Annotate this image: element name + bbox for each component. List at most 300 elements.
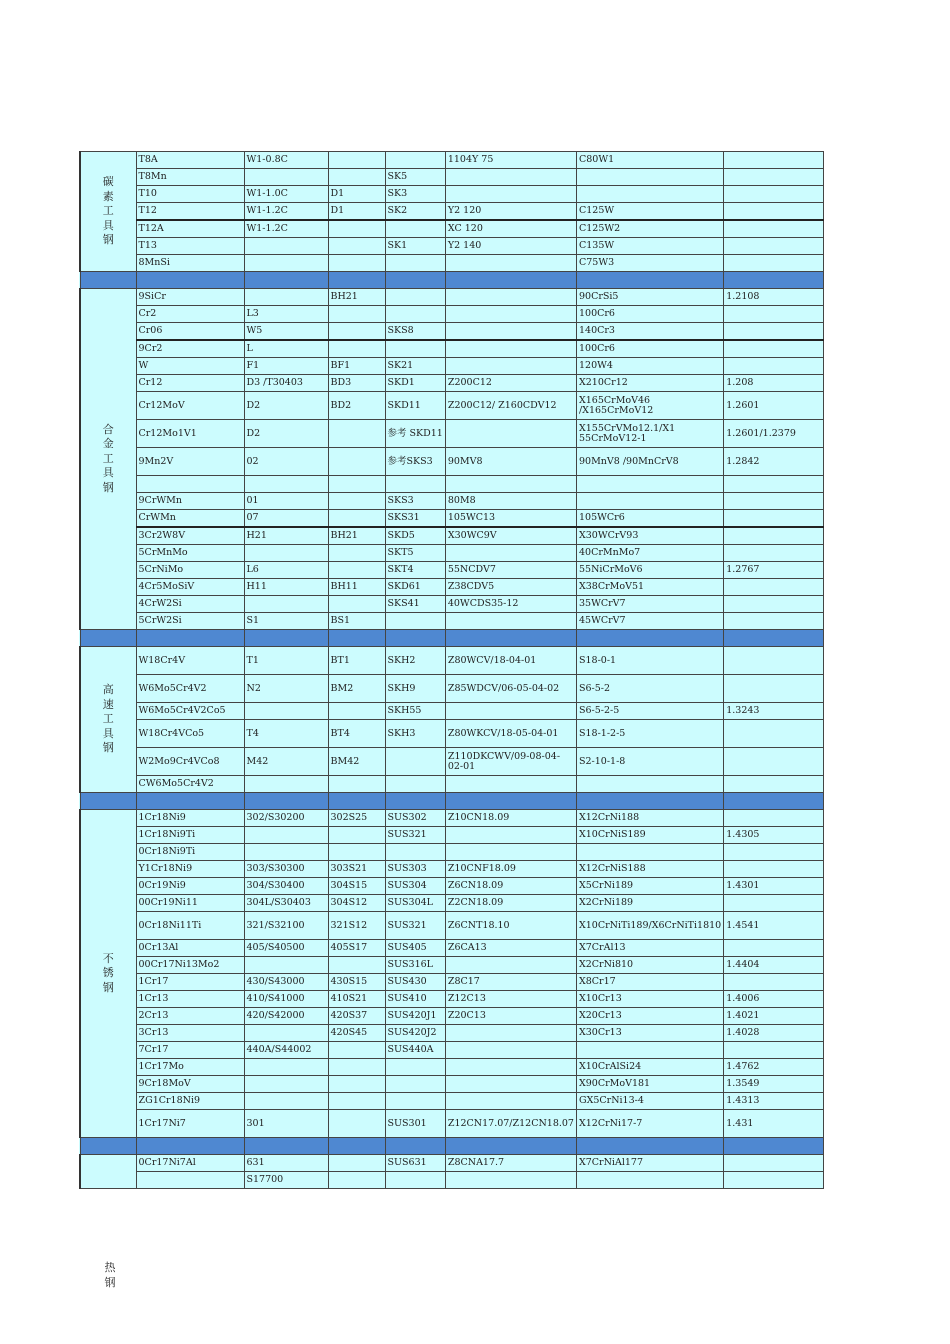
jp-grade-cell: SKD5 (385, 527, 445, 545)
jp-grade-cell: SUS420J2 (385, 1025, 445, 1042)
de-grade-cell: X2CrNi189 (576, 895, 723, 912)
jp-grade-cell: SUS303 (385, 861, 445, 878)
us-grade-cell: 420/S42000 (244, 1008, 328, 1025)
de-number-cell: 1.2842 (724, 448, 824, 476)
cn-grade-cell: 9Cr2 (136, 340, 244, 358)
us-grade-cell: 02 (244, 448, 328, 476)
de-grade-cell (576, 493, 723, 510)
table-row (80, 1059, 824, 1076)
de-grade-cell: X210Cr12 (576, 375, 723, 392)
jp-grade-cell: SKS3 (385, 493, 445, 510)
us-grade-cell: 631 (244, 1155, 328, 1172)
uk-grade-cell (328, 827, 385, 844)
fr-grade-cell (445, 844, 576, 861)
cn-grade-cell: W18Cr4V (136, 647, 244, 675)
fr-grade-cell: Z80WCV/18-04-01 (445, 647, 576, 675)
jp-grade-cell: SKT4 (385, 562, 445, 579)
uk-grade-cell: BT4 (328, 720, 385, 748)
us-grade-cell: 07 (244, 510, 328, 528)
us-grade-cell: 321/S32100 (244, 912, 328, 940)
table-row (80, 340, 824, 358)
fr-grade-cell (445, 1059, 576, 1076)
uk-grade-cell (328, 340, 385, 358)
separator-cell (80, 793, 136, 810)
jp-grade-cell (385, 776, 445, 793)
fr-grade-cell: 1104Y 75 (445, 152, 576, 169)
de-grade-cell: X7CrAl13 (576, 940, 723, 957)
table-row (80, 748, 824, 776)
separator-cell (136, 630, 244, 647)
de-number-cell (724, 1042, 824, 1059)
us-grade-cell: S17700 (244, 1172, 328, 1189)
separator-cell (328, 272, 385, 289)
fr-grade-cell (445, 169, 576, 186)
separator-cell (445, 1138, 576, 1155)
jp-grade-cell: SKH9 (385, 675, 445, 703)
jp-grade-cell: SKS8 (385, 323, 445, 341)
de-number-cell (724, 613, 824, 630)
de-grade-cell (576, 186, 723, 203)
fr-grade-cell: Z10CNF18.09 (445, 861, 576, 878)
cn-grade-cell: 9CrWMn (136, 493, 244, 510)
us-grade-cell (244, 1059, 328, 1076)
fr-grade-cell: Z200C12/ Z160CDV12 (445, 392, 576, 420)
us-grade-cell (244, 844, 328, 861)
fr-grade-cell (445, 340, 576, 358)
cn-grade-cell: Cr12MoV (136, 392, 244, 420)
de-grade-cell (576, 1172, 723, 1189)
table-row (80, 493, 824, 510)
fr-grade-cell (445, 545, 576, 562)
us-grade-cell: 440A/S44002 (244, 1042, 328, 1059)
table-row (80, 895, 824, 912)
de-number-cell (724, 358, 824, 375)
de-number-cell (724, 844, 824, 861)
uk-grade-cell (328, 238, 385, 255)
de-number-cell (724, 476, 824, 493)
jp-grade-cell (385, 1059, 445, 1076)
cn-grade-cell: 7Cr17 (136, 1042, 244, 1059)
us-grade-cell: 301 (244, 1110, 328, 1138)
separator-cell (724, 793, 824, 810)
de-grade-cell: GX5CrNi13-4 (576, 1093, 723, 1110)
uk-grade-cell (328, 1093, 385, 1110)
cn-grade-cell: 00Cr19Ni11 (136, 895, 244, 912)
steel-grade-comparison-table (79, 151, 824, 1189)
table-row (80, 358, 824, 375)
table-row (80, 448, 824, 476)
de-number-cell: 1.4404 (724, 957, 824, 974)
uk-grade-cell (328, 255, 385, 272)
de-number-cell (724, 238, 824, 255)
cn-grade-cell: W6Mo5Cr4V2 (136, 675, 244, 703)
de-number-cell (724, 748, 824, 776)
us-grade-cell (244, 957, 328, 974)
cn-grade-cell: 0Cr19Ni9 (136, 878, 244, 895)
us-grade-cell: W1-1.0C (244, 186, 328, 203)
us-grade-cell (244, 703, 328, 720)
table-row (80, 579, 824, 596)
us-grade-cell: L (244, 340, 328, 358)
fr-grade-cell (445, 186, 576, 203)
de-grade-cell: X38CrMoV51 (576, 579, 723, 596)
separator-cell (80, 272, 136, 289)
us-grade-cell: 01 (244, 493, 328, 510)
table-row (80, 878, 824, 895)
uk-grade-cell (328, 844, 385, 861)
table-row (80, 1155, 824, 1172)
uk-grade-cell: BH11 (328, 579, 385, 596)
table-row (80, 844, 824, 861)
jp-grade-cell: SKH2 (385, 647, 445, 675)
fr-grade-cell (445, 476, 576, 493)
cn-grade-cell: T8A (136, 152, 244, 169)
fr-grade-cell: Z110DKCWV/09-08-04-02-01 (445, 748, 576, 776)
uk-grade-cell: BH21 (328, 527, 385, 545)
de-grade-cell: S6-5-2 (576, 675, 723, 703)
table-row (80, 720, 824, 748)
table-row (80, 912, 824, 940)
de-grade-cell: X12CrNi17-7 (576, 1110, 723, 1138)
table-row (80, 861, 824, 878)
table-row (80, 940, 824, 957)
uk-grade-cell: 304S15 (328, 878, 385, 895)
de-number-cell (724, 203, 824, 221)
uk-grade-cell (328, 545, 385, 562)
jp-grade-cell (385, 1076, 445, 1093)
us-grade-cell: H21 (244, 527, 328, 545)
cn-grade-cell: 3Cr13 (136, 1025, 244, 1042)
fr-grade-cell: Z85WDCV/06-05-04-02 (445, 675, 576, 703)
fr-grade-cell: XC 120 (445, 220, 576, 238)
uk-grade-cell (328, 448, 385, 476)
uk-grade-cell (328, 596, 385, 613)
cn-grade-cell: Y1Cr18Ni9 (136, 861, 244, 878)
separator-cell (244, 630, 328, 647)
cn-grade-cell: T12 (136, 203, 244, 221)
cn-grade-cell: T13 (136, 238, 244, 255)
category-label: 不 锈 钢 (80, 810, 136, 1138)
fr-grade-cell: Z6CNT18.10 (445, 912, 576, 940)
table-row (80, 1110, 824, 1138)
de-number-cell (724, 220, 824, 238)
fr-grade-cell: Y2 120 (445, 203, 576, 221)
uk-grade-cell (328, 703, 385, 720)
de-grade-cell: X10CrAlSi24 (576, 1059, 723, 1076)
de-grade-cell: S2-10-1-8 (576, 748, 723, 776)
cn-grade-cell: W18Cr4VCo5 (136, 720, 244, 748)
us-grade-cell: N2 (244, 675, 328, 703)
cn-grade-cell: Cr06 (136, 323, 244, 341)
table-row (80, 827, 824, 844)
cn-grade-cell: W (136, 358, 244, 375)
table-row (80, 306, 824, 323)
de-number-cell (724, 545, 824, 562)
table-row (80, 476, 824, 493)
separator-cell (576, 1138, 723, 1155)
uk-grade-cell (328, 776, 385, 793)
fr-grade-cell: 80M8 (445, 493, 576, 510)
de-number-cell: 1.4541 (724, 912, 824, 940)
separator-cell (328, 1138, 385, 1155)
de-grade-cell: X90CrMoV181 (576, 1076, 723, 1093)
us-grade-cell (244, 289, 328, 306)
separator-cell (136, 793, 244, 810)
table-row (80, 1008, 824, 1025)
fr-grade-cell (445, 420, 576, 448)
table-row (80, 810, 824, 827)
separator-cell (445, 630, 576, 647)
de-grade-cell: C135W (576, 238, 723, 255)
jp-grade-cell (385, 220, 445, 238)
table-row (80, 647, 824, 675)
de-number-cell: 1.4028 (724, 1025, 824, 1042)
jp-grade-cell: SKH3 (385, 720, 445, 748)
separator-cell (576, 630, 723, 647)
de-grade-cell: X30WCrV93 (576, 527, 723, 545)
cn-grade-cell: 1Cr18Ni9 (136, 810, 244, 827)
de-grade-cell: 120W4 (576, 358, 723, 375)
section-separator (80, 1138, 824, 1155)
de-grade-cell: C75W3 (576, 255, 723, 272)
us-grade-cell (244, 545, 328, 562)
separator-cell (80, 1138, 136, 1155)
uk-grade-cell (328, 957, 385, 974)
table-row (80, 703, 824, 720)
fr-grade-cell: 90MV8 (445, 448, 576, 476)
de-number-cell (724, 940, 824, 957)
us-grade-cell: 303/S30300 (244, 861, 328, 878)
table-row (80, 510, 824, 528)
uk-grade-cell: BS1 (328, 613, 385, 630)
jp-grade-cell (385, 152, 445, 169)
us-grade-cell: L3 (244, 306, 328, 323)
us-grade-cell (244, 1076, 328, 1093)
cn-grade-cell: 1Cr17Mo (136, 1059, 244, 1076)
cn-grade-cell: CrWMn (136, 510, 244, 528)
cn-grade-cell: CW6Mo5Cr4V2 (136, 776, 244, 793)
table-row (80, 776, 824, 793)
separator-cell (244, 272, 328, 289)
us-grade-cell: 302/S30200 (244, 810, 328, 827)
de-grade-cell: X12CrNiS188 (576, 861, 723, 878)
uk-grade-cell (328, 220, 385, 238)
de-number-cell (724, 152, 824, 169)
de-number-cell (724, 169, 824, 186)
jp-grade-cell: SUS302 (385, 810, 445, 827)
jp-grade-cell (385, 1172, 445, 1189)
cn-grade-cell: 5CrW2Si (136, 613, 244, 630)
fr-grade-cell: Z20C13 (445, 1008, 576, 1025)
jp-grade-cell: SKT5 (385, 545, 445, 562)
separator-cell (136, 272, 244, 289)
uk-grade-cell: 303S21 (328, 861, 385, 878)
us-grade-cell (244, 1025, 328, 1042)
fr-grade-cell (445, 776, 576, 793)
uk-grade-cell (328, 562, 385, 579)
us-grade-cell: T1 (244, 647, 328, 675)
uk-grade-cell: 302S25 (328, 810, 385, 827)
de-number-cell (724, 810, 824, 827)
uk-grade-cell: BD2 (328, 392, 385, 420)
separator-cell (328, 630, 385, 647)
separator-cell (385, 793, 445, 810)
de-number-cell (724, 306, 824, 323)
jp-grade-cell: SUS316L (385, 957, 445, 974)
uk-grade-cell (328, 420, 385, 448)
us-grade-cell: W1-0.8C (244, 152, 328, 169)
de-grade-cell: X155CrVMo12.1/X1 55CrMoV12-1 (576, 420, 723, 448)
de-number-cell: 1.4762 (724, 1059, 824, 1076)
cn-grade-cell: 0Cr17Ni7Al (136, 1155, 244, 1172)
jp-grade-cell (385, 255, 445, 272)
uk-grade-cell (328, 510, 385, 528)
de-grade-cell (576, 1042, 723, 1059)
fr-grade-cell (445, 1076, 576, 1093)
separator-cell (445, 793, 576, 810)
us-grade-cell (244, 776, 328, 793)
jp-grade-cell: SKD61 (385, 579, 445, 596)
separator-cell (385, 1138, 445, 1155)
jp-grade-cell: 参考 SKD11 (385, 420, 445, 448)
table-row (80, 1076, 824, 1093)
uk-grade-cell: 420S45 (328, 1025, 385, 1042)
uk-grade-cell (328, 476, 385, 493)
uk-grade-cell (328, 1110, 385, 1138)
jp-grade-cell (385, 289, 445, 306)
uk-grade-cell (328, 1059, 385, 1076)
separator-cell (724, 1138, 824, 1155)
us-grade-cell: 410/S41000 (244, 991, 328, 1008)
cn-grade-cell: 5CrNiMo (136, 562, 244, 579)
de-number-cell (724, 255, 824, 272)
category-label (80, 1155, 136, 1189)
jp-grade-cell (385, 844, 445, 861)
table-row (80, 238, 824, 255)
de-grade-cell: X10CrNiTi189/X6CrNiTi1810 (576, 912, 723, 940)
table-row (80, 562, 824, 579)
cn-grade-cell: 4CrW2Si (136, 596, 244, 613)
uk-grade-cell (328, 323, 385, 341)
uk-grade-cell (328, 152, 385, 169)
cn-grade-cell (136, 1172, 244, 1189)
de-grade-cell: X5CrNi189 (576, 878, 723, 895)
fr-grade-cell: Z8CNA17.7 (445, 1155, 576, 1172)
separator-cell (244, 1138, 328, 1155)
table-row (80, 375, 824, 392)
de-grade-cell: 40CrMnMo7 (576, 545, 723, 562)
table-row (80, 974, 824, 991)
us-grade-cell (244, 1093, 328, 1110)
table-row (80, 255, 824, 272)
cn-grade-cell: 2Cr13 (136, 1008, 244, 1025)
cn-grade-cell: Cr12Mo1V1 (136, 420, 244, 448)
uk-grade-cell: 321S12 (328, 912, 385, 940)
cn-grade-cell: 5CrMnMo (136, 545, 244, 562)
de-number-cell (724, 323, 824, 341)
us-grade-cell: M42 (244, 748, 328, 776)
table-row (80, 545, 824, 562)
uk-grade-cell: 430S15 (328, 974, 385, 991)
de-number-cell: 1.4301 (724, 878, 824, 895)
us-grade-cell: W1-1.2C (244, 220, 328, 238)
de-number-cell: 1.4006 (724, 991, 824, 1008)
us-grade-cell: D3 /T30403 (244, 375, 328, 392)
jp-grade-cell (385, 476, 445, 493)
jp-grade-cell: SKS41 (385, 596, 445, 613)
cn-grade-cell: W2Mo9Cr4VCo8 (136, 748, 244, 776)
de-number-cell: 1.4021 (724, 1008, 824, 1025)
jp-grade-cell: SK1 (385, 238, 445, 255)
cn-grade-cell: 1Cr18Ni9Ti (136, 827, 244, 844)
jp-grade-cell: SUS304 (385, 878, 445, 895)
fr-grade-cell (445, 1172, 576, 1189)
de-grade-cell: 140Cr3 (576, 323, 723, 341)
de-number-cell: 1.2601 (724, 392, 824, 420)
section-label-heat-steel: 热 钢 (104, 1261, 116, 1289)
cn-grade-cell: 1Cr17Ni7 (136, 1110, 244, 1138)
separator-cell (80, 630, 136, 647)
fr-grade-cell (445, 827, 576, 844)
cn-grade-cell: 9Cr18MoV (136, 1076, 244, 1093)
fr-grade-cell (445, 289, 576, 306)
de-grade-cell: 55NiCrMoV6 (576, 562, 723, 579)
us-grade-cell (244, 476, 328, 493)
category-label: 碳 素 工 具 钢 (80, 152, 136, 272)
us-grade-cell: W1-1.2C (244, 203, 328, 221)
jp-grade-cell: SUS321 (385, 912, 445, 940)
separator-cell (576, 793, 723, 810)
fr-grade-cell (445, 323, 576, 341)
table-row (80, 289, 824, 306)
uk-grade-cell (328, 1172, 385, 1189)
us-grade-cell: F1 (244, 358, 328, 375)
table-row (80, 323, 824, 341)
de-number-cell (724, 1155, 824, 1172)
de-grade-cell: S6-5-2-5 (576, 703, 723, 720)
uk-grade-cell (328, 1155, 385, 1172)
de-grade-cell: X8Cr17 (576, 974, 723, 991)
de-grade-cell (576, 776, 723, 793)
us-grade-cell: W5 (244, 323, 328, 341)
cn-grade-cell: 8MnSi (136, 255, 244, 272)
jp-grade-cell (385, 306, 445, 323)
fr-grade-cell: X30WC9V (445, 527, 576, 545)
jp-grade-cell: SUS301 (385, 1110, 445, 1138)
separator-cell (724, 272, 824, 289)
jp-grade-cell: SKD11 (385, 392, 445, 420)
cn-grade-cell: T8Mn (136, 169, 244, 186)
us-grade-cell (244, 238, 328, 255)
de-number-cell: 1.2108 (724, 289, 824, 306)
uk-grade-cell: BH21 (328, 289, 385, 306)
table-row (80, 152, 824, 169)
de-grade-cell: X165CrMoV46 /X165CrMoV12 (576, 392, 723, 420)
fr-grade-cell (445, 703, 576, 720)
table-row (80, 1025, 824, 1042)
de-grade-cell: S18-0-1 (576, 647, 723, 675)
de-number-cell (724, 596, 824, 613)
jp-grade-cell: SK21 (385, 358, 445, 375)
de-number-cell (724, 895, 824, 912)
uk-grade-cell (328, 169, 385, 186)
us-grade-cell: T4 (244, 720, 328, 748)
separator-cell (724, 630, 824, 647)
jp-grade-cell: SUS430 (385, 974, 445, 991)
de-grade-cell: X20Cr13 (576, 1008, 723, 1025)
cn-grade-cell: 1Cr13 (136, 991, 244, 1008)
cn-grade-cell: W6Mo5Cr4V2Co5 (136, 703, 244, 720)
